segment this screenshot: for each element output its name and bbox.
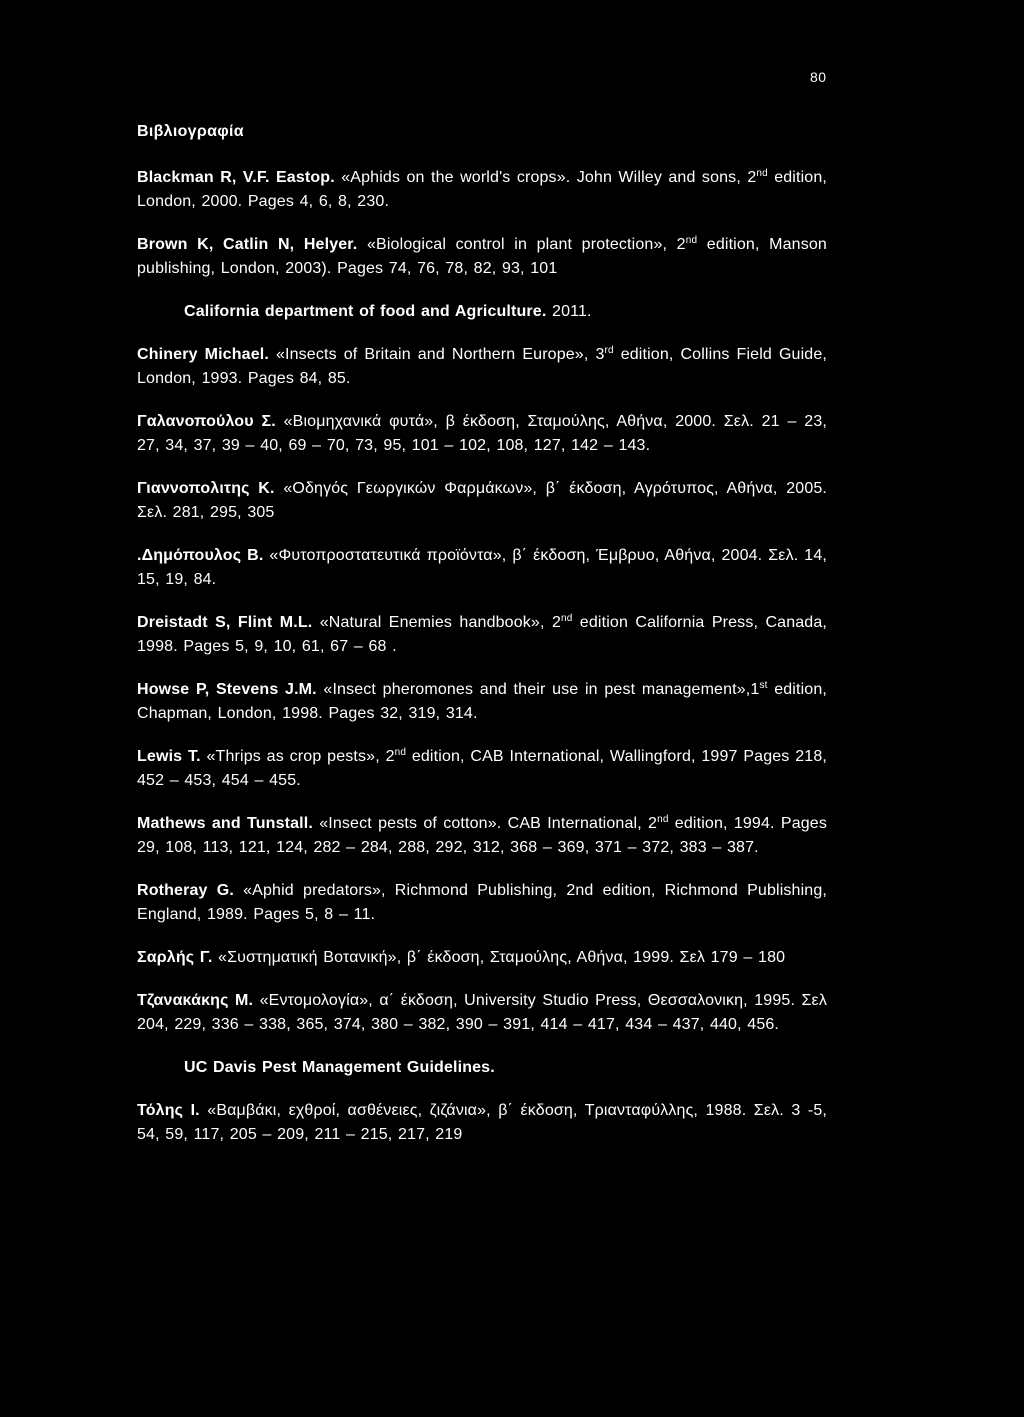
reference-author: Brown K, Catlin N, Helyer.: [137, 236, 358, 253]
reference-entry: [137, 812, 827, 860]
reference-details: «Συστηματική Βοτανική», β΄ έκδοση, Σταμούλης, Αθήνα, 1999. Σελ 179 – 180: [212, 949, 786, 966]
reference-details: «Βαμβάκι, εχθροί, ασθένειες, ζιζάνια», β΄ έκδοση, Τριανταφύλλης, 1988. Σελ. 3 -5, 54, 59, 117, 205 – 209, 211 – 215, 217, 219: [137, 1102, 827, 1143]
reference-entry: [137, 1099, 827, 1147]
reference-details: «Φυτοπροστατευτικά προϊόντα», β΄ έκδοση, Έμβρυο, Αθήνα, 2004. Σελ. 14, 15, 19, 84.: [137, 547, 827, 588]
reference-entry: [137, 678, 827, 726]
reference-entry: [137, 233, 827, 281]
reference-author: Dreistadt S, Flint M.L.: [137, 614, 313, 631]
reference-details: «Insect pests of cotton». CAB International, 2nd edition, 1994. Pages 29, 108, 113, 121, 124, 282 – 284, 288, 292, 312, 368 – 369, 371 – 372, 383 – 387.: [137, 814, 827, 856]
reference-author: UC Davis Pest Management Guidelines.: [184, 1059, 495, 1076]
reference-entry: [137, 745, 827, 793]
reference-author: Chinery Michael.: [137, 346, 269, 363]
reference-author: Γιαννοπολιτης Κ.: [137, 480, 275, 497]
reference-author: California department of food and Agriculture.: [184, 303, 547, 320]
reference-author: Lewis T.: [137, 748, 201, 765]
reference-entry: [137, 410, 827, 458]
reference-author: Rotheray G.: [137, 882, 234, 899]
reference-details: «Thrips as crop pests», 2nd edition, CAB International, Wallingford, 1997 Pages 218, 452 – 453, 454 – 455.: [137, 747, 827, 789]
page-number: 80: [810, 69, 827, 85]
reference-details: «Aphids on the world's crops». John Willey and sons, 2nd edition, London, 2000. Pages 4, 6, 8, 230.: [137, 168, 828, 210]
reference-details: «Εντομολογία», α΄ έκδοση, University Studio Press, Θεσσαλονικη, 1995. Σελ 204, 229, 336 – 338, 365, 374, 380 – 382, 390 – 391, 414 – 417, 434 – 437, 440, 456.: [137, 992, 827, 1033]
reference-details: «Natural Enemies handbook», 2nd edition California Press, Canada, 1998. Pages 5, 9, 10, 61, 67 – 68 .: [137, 613, 827, 655]
reference-author: Mathews and Tunstall.: [137, 815, 313, 832]
reference-list: [137, 166, 827, 1166]
reference-details: «Insect pheromones and their use in pest management»,1st edition, Chapman, London, 1998. Pages 32, 319, 314.: [137, 680, 827, 722]
reference-entry: [137, 611, 827, 659]
reference-entry: [137, 1056, 827, 1080]
reference-author: Γαλανοπούλου Σ.: [137, 413, 276, 430]
reference-author: .Δημόπουλος Β.: [137, 547, 264, 564]
reference-entry: [137, 343, 827, 391]
reference-author: Τζανακάκης Μ.: [137, 992, 254, 1009]
reference-entry: [137, 989, 827, 1037]
reference-entry: [137, 166, 827, 214]
reference-author: Blackman R, V.F. Eastop.: [137, 169, 335, 186]
reference-entry: [137, 477, 827, 525]
reference-entry: [137, 300, 827, 324]
reference-details: «Aphid predators», Richmond Publishing, 2nd edition, Richmond Publishing, England, 1989. Pages 5, 8 – 11.: [137, 882, 827, 923]
reference-details: «Βιομηχανικά φυτά», β έκδοση, Σταμούλης, Αθήνα, 2000. Σελ. 21 – 23, 27, 34, 37, 39 – 40, 69 – 70, 73, 95, 101 – 102, 108, 127, 142 – 143.: [137, 413, 827, 454]
reference-entry: [137, 879, 827, 927]
reference-author: Σαρλής Γ.: [137, 949, 213, 966]
bibliography-heading: Βιβλιογραφία: [137, 123, 244, 140]
reference-entry: [137, 946, 827, 970]
reference-author: Howse P, Stevens J.M.: [137, 681, 317, 698]
reference-details: «Biological control in plant protection», 2nd edition, Manson publishing, London, 2003). Pages 74, 76, 78, 82, 93, 101: [137, 235, 827, 277]
reference-author: Τόλης Ι.: [137, 1102, 200, 1119]
reference-details: «Insects of Britain and Northern Europe», 3rd edition, Collins Field Guide, London, 1993. Pages 84, 85.: [137, 345, 827, 387]
reference-details: 2011.: [546, 303, 592, 320]
reference-details: «Οδηγός Γεωργικών Φαρμάκων», β΄ έκδοση, Αγρότυπος, Αθήνα, 2005. Σελ. 281, 295, 305: [137, 480, 828, 521]
reference-entry: [137, 544, 827, 592]
